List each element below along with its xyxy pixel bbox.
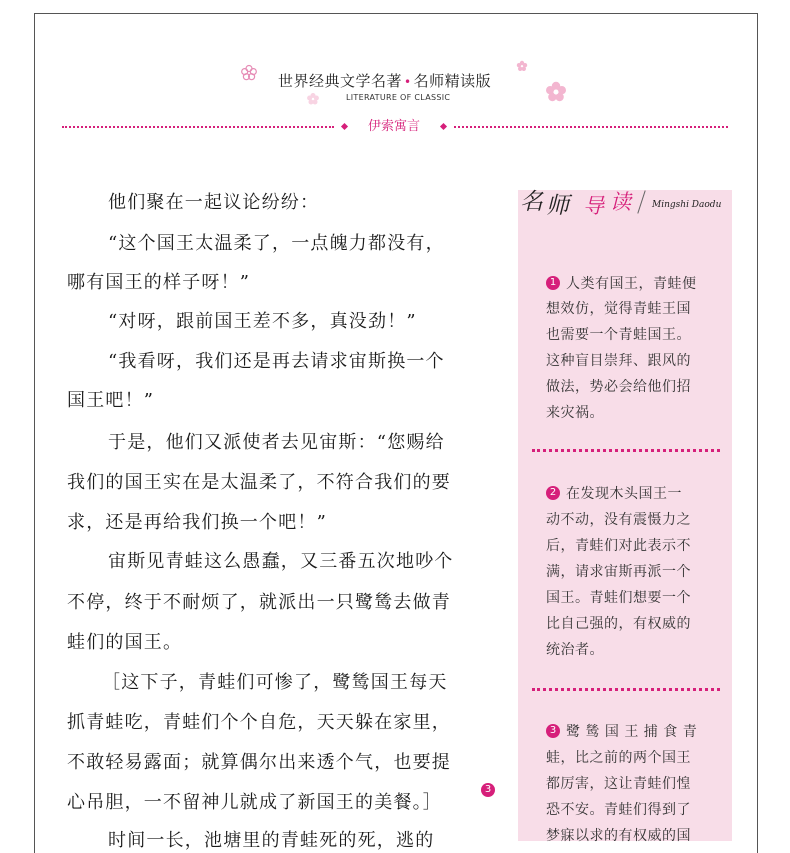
text-line: 不敢轻易露面；就算偶尔出来透个气，也要提 [67, 752, 451, 773]
book-name: 伊索寓言 [338, 116, 450, 138]
sidebar-heading-char: 师 [546, 193, 569, 219]
sidebar-note-line: 国王。青蛙们想要一个 [546, 590, 691, 606]
text-line: 宙斯见青蛙这么愚蠢，又三番五次地吵个 [108, 551, 454, 572]
text-line: 他们聚在一起议论纷纷： [108, 192, 320, 213]
sidebar-note-line: 在发现木头国王一 [566, 486, 682, 502]
text-line: 国王吧！” [67, 390, 155, 411]
flower-ornament-right-icon [544, 80, 568, 104]
text-line: 不停，终于不耐烦了，就派出一只鹭鸶去做青 [67, 592, 451, 613]
sidebar-note-line: 做法，势必会给他们招 [546, 379, 691, 395]
text-line: 于是，他们又派使者去见宙斯：“您赐给 [108, 432, 445, 453]
flower-ornament-faint-icon [306, 92, 320, 106]
flower-ornament-left-icon [240, 64, 258, 82]
sidebar-heading-en: Mingshi Daodu [652, 200, 722, 210]
sidebar-note-line: 梦寐以求的有权威的国 [546, 828, 691, 844]
sidebar-note-number: 2 [546, 486, 560, 500]
text-line: 求，还是再给我们换一个吧！” [67, 512, 328, 533]
flower-ornament-small-icon [516, 60, 528, 72]
text-line: “对呀，跟前国王差不多，真没劲！” [108, 311, 417, 332]
text-line: 蛙们的国王。 [67, 632, 183, 653]
header-rule-left [62, 126, 334, 128]
sidebar-note-line: 后，青蛙们对此表示不 [546, 538, 691, 554]
sidebar-note-line: 人类有国王，青蛙便 [566, 276, 697, 292]
sidebar-heading-char: 名 [520, 189, 543, 215]
sidebar-note-line: 恐不安。青蛙们得到了 [546, 802, 691, 818]
text-line: “我看呀，我们还是再去请求宙斯换一个 [108, 351, 445, 372]
series-title: 世界经典文学名著 • 名师精读版 [278, 72, 492, 90]
series-subtitle: LITERATURE OF CLASSIC [346, 93, 451, 102]
sidebar-note-line: 蛙，比之前的两个国王 [546, 750, 691, 766]
sidebar-heading-char: 导 [583, 194, 604, 218]
sidebar-note-line: 这种盲目崇拜、跟风的 [546, 353, 691, 369]
sidebar-note-number: 1 [546, 276, 560, 290]
sidebar-note-line: 都厉害，这让青蛙们惶 [546, 776, 691, 792]
text-line: 我们的国王实在是太温柔了，不符合我们的要 [67, 472, 451, 493]
sidebar-note-line: 比自己强的，有权威的 [546, 616, 691, 632]
sidebar-note-line: 鹭 鸶 国 王 捕 食 青 [566, 724, 698, 740]
sidebar-note-line: 满，请求宙斯再派一个 [546, 564, 691, 580]
sidebar-separator [532, 449, 720, 452]
text-line: 时间一长，池塘里的青蛙死的死，逃的 [108, 830, 435, 851]
text-line: “这个国王太温柔了，一点魄力都没有， [108, 233, 445, 254]
text-line: ［这下子，青蛙们可惨了，鹭鸶国王每天 [102, 672, 448, 693]
sidebar-note-line: 想效仿，觉得青蛙王国 [546, 301, 691, 317]
header-rule-right [454, 126, 728, 128]
sidebar-note-line: 动不动，没有震慑力之 [546, 512, 691, 528]
sidebar-heading-char: 读 [610, 190, 631, 214]
sidebar-note-number: 3 [546, 724, 560, 738]
sidebar-note-line: 来灾祸。 [546, 405, 604, 421]
sidebar-note-line: 也需要一个青蛙国王。 [546, 327, 691, 343]
text-line: 抓青蛙吃，青蛙们个个自危，天天躲在家里， [67, 712, 451, 733]
sidebar-separator [532, 688, 720, 691]
text-line: 哪有国王的样子呀！” [67, 272, 251, 293]
note-marker-badge[interactable]: 3 [481, 783, 495, 797]
text-line: 心吊胆，一不留神儿就成了新国王的美餐。］ [67, 792, 442, 813]
sidebar-note-line: 统治者。 [546, 642, 604, 658]
